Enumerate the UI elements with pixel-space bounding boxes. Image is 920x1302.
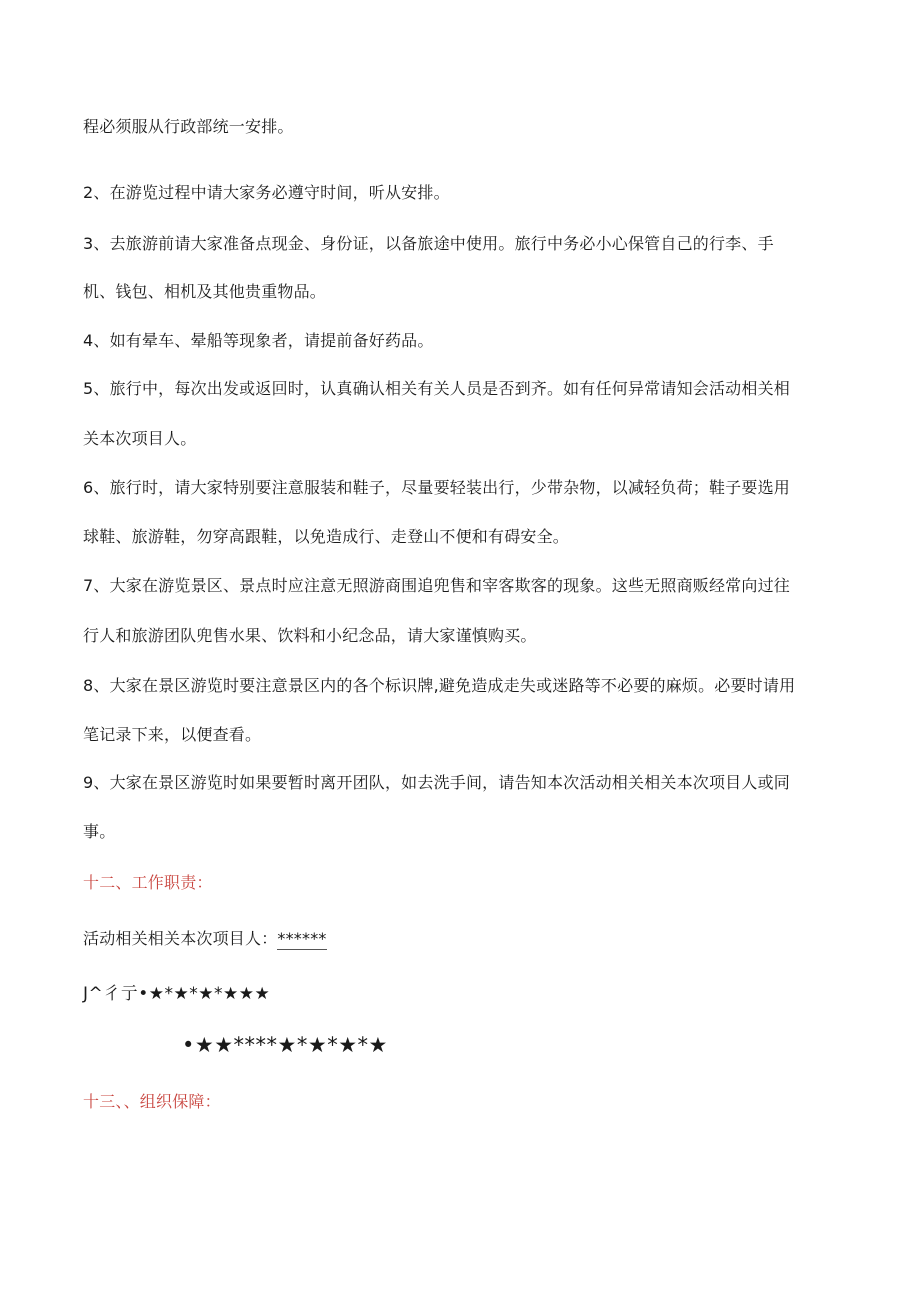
garbled-star-line: •★★****★*★*★*★ [182, 1033, 388, 1057]
rule-item-7-line-1: 7、大家在游览景区、景点时应注意无照游商围追兜售和宰客欺客的现象。这些无照商贩经常向过往 [83, 576, 790, 595]
project-manager-line [83, 929, 327, 949]
garbled-text-line: J^彳亍•★*★*★*★★★ [83, 984, 271, 1004]
rule-item-5-line-2: 关本次项目人。 [83, 429, 197, 448]
rule-item-8-line-2: 笔记录下来，以便查看。 [83, 725, 262, 744]
rule-item-5-line-1: 5、旅行中，每次出发或返回时，认真确认相关有关人员是否到齐。如有任何异常请知会活动相关相 [83, 379, 790, 398]
rule-item-9-line-1: 9、大家在景区游览时如果要暂时离开团队，如去洗手间，请告知本次活动相关相关本次项目人或同 [83, 773, 790, 792]
rule-item-9-line-2: 事。 [83, 822, 116, 841]
rule-item-3-line-2: 机、钱包、相机及其他贵重物品。 [83, 282, 327, 301]
rule-item-2: 2、在游览过程中请大家务必遵守时间，听从安排。 [83, 183, 450, 202]
project-manager-label: 活动相关相关本次项目人： [83, 929, 278, 948]
rule-item-7-line-2: 行人和旅游团队兜售水果、饮料和小纪念品，请大家谨慎购买。 [83, 626, 537, 645]
paragraph-1-continuation: 程必须服从行政部统一安排。 [83, 117, 294, 136]
rule-item-4: 4、如有晕车、晕船等现象者，请提前备好药品。 [83, 331, 434, 350]
rule-item-3-line-1: 3、去旅游前请大家准备点现金、身份证，以备旅途中使用。旅行中务必小心保管自己的行李、手 [83, 234, 774, 253]
rule-item-6-line-2: 球鞋、旅游鞋，勿穿高跟鞋，以免造成行、走登山不便和有碍安全。 [83, 527, 570, 546]
section-12-heading: 十二、工作职责： [83, 873, 213, 892]
rule-item-8-line-1: 8、大家在景区游览时要注意景区内的各个标识牌,避免造成走失或迷路等不必要的麻烦。必要时请用 [83, 676, 796, 695]
section-13-heading: 十三、、组织保障： [83, 1092, 221, 1111]
rule-item-6-line-1: 6、旅行时，请大家特别要注意服装和鞋子，尽量要轻装出行，少带杂物，以减轻负荷；鞋子要选用 [83, 478, 790, 497]
project-manager-value: ****** [277, 929, 327, 948]
